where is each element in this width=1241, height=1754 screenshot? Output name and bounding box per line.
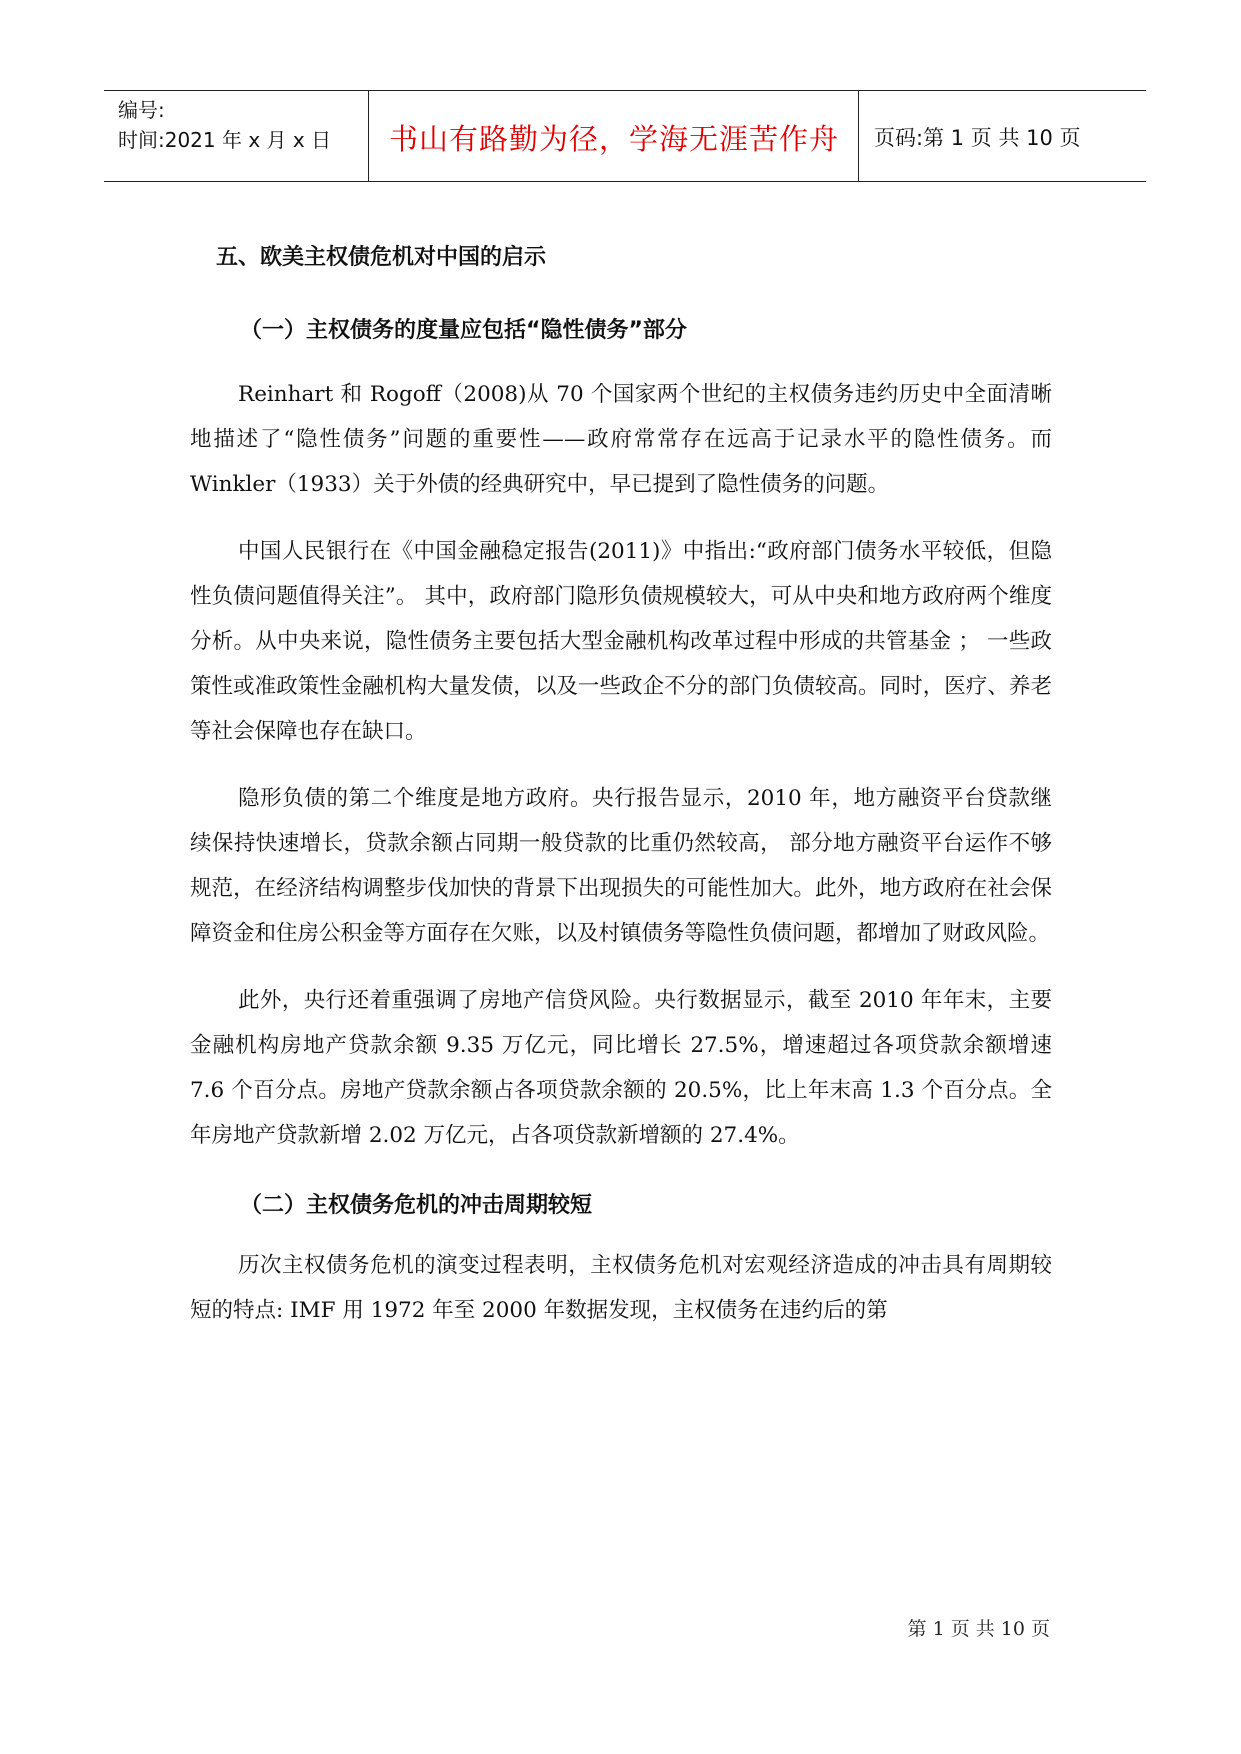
paragraph: 中国人民银行在《中国金融稳定报告(2011)》中指出:“政府部门债务水平较低，但隐性负债问题值得关注”。 其中，政府部门隐形负债规模较大，可从中央和地方政府两个维度分析。从中央来说，隐性债务主要包括大型金融机构改革过程中形成的共管基金 ； 一些政策性或准政策性金融机构大量发债，以及一些政企不分的部门负债较高。同时，医疗、养老等社会保障也存在缺口。 [190,539,1052,744]
header-divider [858,91,859,181]
subsection-title: （二）主权债务危机的冲击周期较短 [240,1193,593,1218]
header-divider [368,91,369,181]
document-body [190,228,1052,1355]
number-label: 编号: [118,98,165,122]
header-motto: 书山有路勤为径，学海无涯苦作舟 [388,121,839,156]
paragraph: 此外，央行还着重强调了房地产信贷风险。央行数据显示，截至 2010 年年末，主要金融机构房地产贷款余额 9.35 万亿元，同比增长 27.5%，增速超过各项贷款余额增速 7.6 个百分点。房地产贷款余额占各项贷款余额的 20.5%，比上年末高 1.3 个百分点。全年房地产贷款新增 2.02 万亿元，占各项贷款新增额的 27.4%。 [190,988,1052,1148]
time-label: 时间:2021 年 x 月 x 日 [118,128,332,152]
header-meta [118,95,368,155]
document-header [104,90,1146,182]
paragraph: Reinhart 和 Rogoff（2008)从 70 个国家两个世纪的主权债务违约历史中全面清晰地描述了“隐性债务”问题的重要性——政府常常存在远高于记录水平的隐性债务。而 Winkler（1933）关于外债的经典研究中，早已提到了隐性债务的问题。 [190,382,1052,497]
page-footer: 第 1 页 共 10 页 [907,1618,1050,1640]
paragraph: 历次主权债务危机的演变过程表明，主权债务危机对宏观经济造成的冲击具有周期较短的特点: IMF 用 1972 年至 2000 年数据发现，主权债务在违约后的第 [190,1253,1052,1323]
header-page-info: 页码:第 1 页 共 10 页 [874,126,1081,150]
subsection-title: （一）主权债务的度量应包括“隐性债务”部分 [240,318,687,343]
section-title: 五、欧美主权债危机对中国的启示 [216,245,547,270]
paragraph: 隐形负债的第二个维度是地方政府。央行报告显示，2010 年，地方融资平台贷款继续保持快速增长，贷款余额占同期一般贷款的比重仍然较高， 部分地方融资平台运作不够规范，在经济结构调整步伐加快的背景下出现损失的可能性加大。此外，地方政府在社会保障资金和住房公积金等方面存在欠账，以及村镇债务等隐性负债问题，都增加了财政风险。 [190,786,1052,946]
